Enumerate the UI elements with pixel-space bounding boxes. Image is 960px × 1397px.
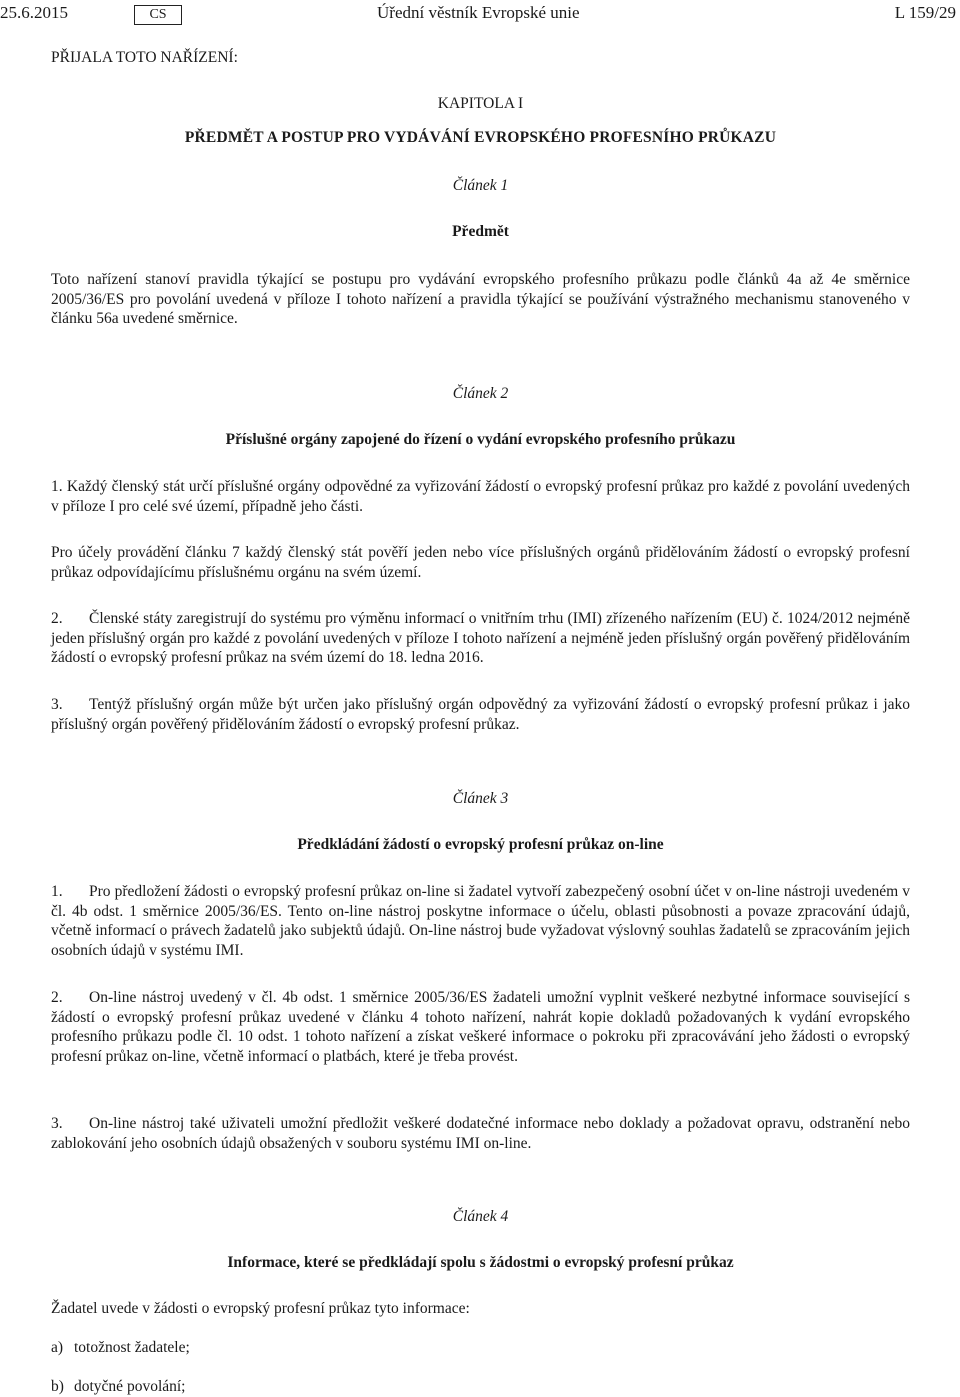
list-item-text: totožnost žadatele; bbox=[74, 1339, 190, 1356]
article-2-paragraph-1: 1. Každý členský stát určí příslušné orgány odpovědné za vyřizování žádostí o evropský profesní průkaz pro každé z povolání uvedených v příloze I pro celé své území, případně jeho části. bbox=[51, 478, 910, 515]
article-2-paragraph-4 bbox=[51, 695, 910, 734]
paragraph-number: 3. bbox=[51, 1115, 63, 1132]
article-3-paragraph-2 bbox=[51, 988, 910, 1066]
article-4-label: Článek 4 bbox=[452, 1208, 509, 1225]
article-3-paragraph-1 bbox=[51, 882, 910, 960]
list-item bbox=[51, 1338, 910, 1358]
paragraph-text: Tentýž příslušný orgán může být určen jako příslušný orgán odpovědný za vyřizování žádostí o evropský profesní průkaz i jako příslušný orgán pověřený přidělováním žádostí o evropský profesní průkaz. bbox=[51, 696, 910, 733]
list-item-text: dotyčné povolání; bbox=[74, 1378, 186, 1395]
paragraph-number: 1. bbox=[51, 883, 63, 900]
article-3-paragraph-3 bbox=[51, 1114, 910, 1153]
language-code-box: CS bbox=[134, 5, 182, 25]
article-3-label: Článek 3 bbox=[452, 790, 509, 807]
page-reference: L 159/29 bbox=[894, 3, 956, 22]
paragraph-number: 3. bbox=[51, 696, 63, 713]
paragraph-text: Členské státy zaregistrují do systému pro výměnu informací o vnitřním trhu (IMI) zřízeného nařízením (EU) č. 1024/2012 nejméně jeden příslušný orgán pro každé z povolání uvedených v příloze I tohoto nařízení a nejméně jeden příslušný orgán pověřený přidělováním žádostí o evropský profesní průkaz na svém území do 18. ledna 2016. bbox=[51, 610, 910, 666]
paragraph-number: 2. bbox=[51, 610, 63, 627]
article-2-label: Článek 2 bbox=[452, 385, 509, 402]
publication-date: 25.6.2015 bbox=[0, 3, 68, 22]
page-header bbox=[0, 3, 960, 25]
paragraph-text: Pro předložení žádosti o evropský profesní průkaz on-line si žadatel vytvoří zabezpečený osobní účet v on-line nástroji uvedeném v čl. 4b odst. 1 směrnice 2005/36/ES. Tento on-line nástroj poskytne informace o účelu, oblasti působnosti a povaze zpracování údajů, včetně informací o právech žadatelů jako subjektů údajů. On-line nástroj bude vyžadovat výslovný souhlas žadatelů se zpracováním jejich osobních údajů v systému IMI. bbox=[51, 883, 910, 959]
article-2-paragraph-3 bbox=[51, 609, 910, 668]
article-2-title: Příslušné orgány zapojené do řízení o vydání evropského profesního průkazu bbox=[225, 431, 736, 448]
paragraph-text: On-line nástroj také uživateli umožní předložit veškeré dodatečné informace nebo doklady a požadovat opravu, odstranění nebo zablokování jeho osobních údajů obsažených v souboru systému IMI on-line. bbox=[51, 1115, 910, 1152]
article-4-title: Informace, které se předkládají spolu s žádostmi o evropský profesní průkaz bbox=[227, 1254, 734, 1271]
article-1-label: Článek 1 bbox=[452, 177, 509, 194]
article-3-title: Předkládání žádostí o evropský profesní průkaz on-line bbox=[297, 836, 664, 853]
chapter-title: PŘEDMĚT A POSTUP PRO VYDÁVÁNÍ EVROPSKÉHO PROFESNÍHO PRŮKAZU bbox=[184, 129, 777, 146]
list-item bbox=[51, 1377, 910, 1397]
journal-title: Úřední věstník Evropské unie bbox=[377, 3, 580, 22]
article-2-paragraph-2: Pro účely provádění článku 7 každý členský stát pověří jeden nebo více příslušných orgánů přidělováním žádostí o evropský profesní průkaz odpovídajícímu příslušnému orgánu na svém území. bbox=[51, 544, 910, 581]
article-1-text: Toto nařízení stanoví pravidla týkající se postupu pro vydávání evropského profesního průkazu podle článků 4a až 4e směrnice 2005/36/ES pro povolání uvedená v příloze I tohoto nařízení a pravidla týkající se používání výstražného mechanismu stanoveného v článku 56a uvedené směrnice. bbox=[51, 271, 910, 327]
chapter-label: KAPITOLA I bbox=[437, 95, 524, 112]
article-1-title: Předmět bbox=[452, 223, 509, 240]
list-marker: a) bbox=[51, 1339, 64, 1356]
paragraph-number: 2. bbox=[51, 989, 63, 1006]
article-4-intro: Žadatel uvede v žádosti o evropský profesní průkaz tyto informace: bbox=[51, 1300, 470, 1317]
adoption-statement: PŘIJALA TOTO NAŘÍZENÍ: bbox=[51, 49, 238, 66]
paragraph-text: On-line nástroj uvedený v čl. 4b odst. 1 směrnice 2005/36/ES žadateli umožní vyplnit veškeré nezbytné informace související s žádostí o evropský profesní průkaz uvedené v článku 4 tohoto nařízení, nahrát kopie dokladů požadovaných k vydání evropského profesního průkazu podle čl. 10 odst. 1 tohoto nařízení a získat veškeré informace o pokroku při zpracovávání jeho žádosti o evropský profesní průkaz on-line, včetně informací o platbách, které je třeba provést. bbox=[51, 989, 910, 1065]
list-marker: b) bbox=[51, 1378, 64, 1395]
